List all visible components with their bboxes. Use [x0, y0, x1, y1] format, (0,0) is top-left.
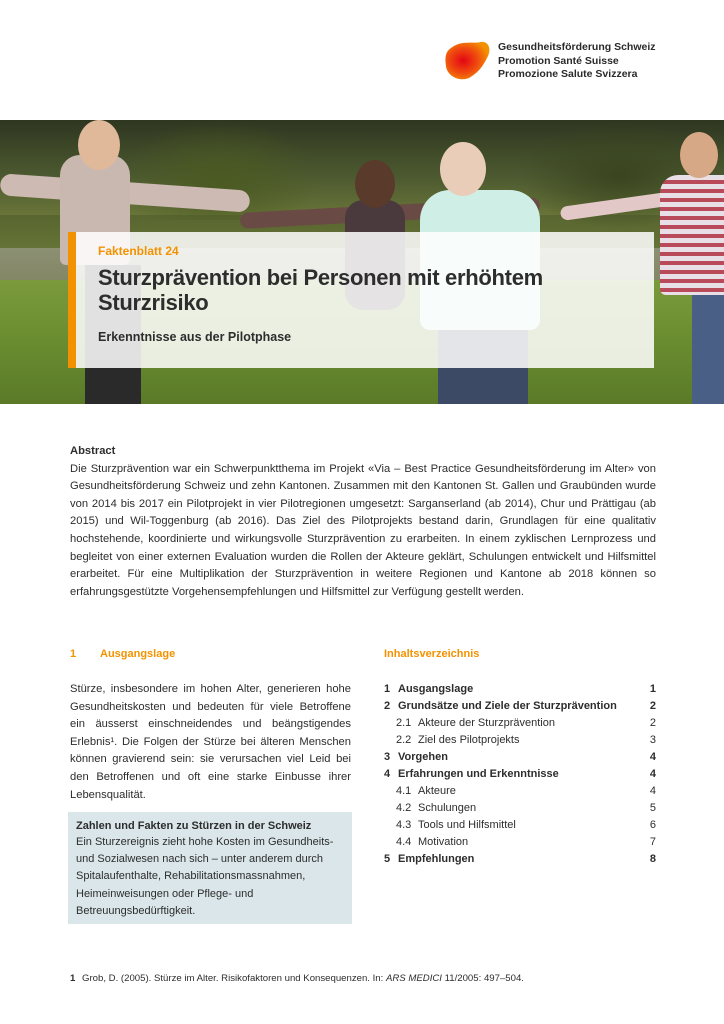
- toc-subentry[interactable]: 2.1 Akteure der Sturzprävention 2: [396, 717, 656, 729]
- section-heading: [70, 648, 175, 660]
- footnote: [70, 973, 524, 984]
- page-subtitle: Erkenntnisse aus der Pilotphase: [98, 330, 292, 344]
- toc-heading: Inhaltsverzeichnis: [384, 648, 480, 660]
- facts-heading: Zahlen und Fakten zu Stürzen in der Schweiz: [76, 820, 312, 832]
- toc-entry[interactable]: 2 Grundsätze und Ziele der Sturzprävention 2: [384, 700, 656, 712]
- footnote-number: 1: [70, 973, 76, 984]
- series-label: Faktenblatt 24: [98, 244, 179, 258]
- accent-bar: [68, 232, 76, 368]
- facts-text: Ein Sturzereignis zieht hohe Kosten im Gesundheits- und Sozialwesen nach sich – unter anderem durch Spitalaufenthalte, Rehabilitationsmassnahmen, Heimeinweisungen oder Pflege- und Betreuungsbedürftigkeit.: [76, 836, 334, 917]
- toc-subentry[interactable]: 4.1 Akteure 4: [396, 785, 656, 797]
- footnote-journal: ARS MEDICI: [385, 973, 442, 984]
- toc-entry[interactable]: 5 Empfehlungen 8: [384, 853, 656, 865]
- org-name-it: Promozione Salute Svizzera: [498, 68, 638, 80]
- section-title: Ausgangslage: [100, 648, 176, 660]
- toc-subentry[interactable]: 2.2 Ziel des Pilotprojekts 3: [396, 734, 656, 746]
- section-text: Stürze, insbesondere im hohen Alter, generieren hohe Gesundheitskosten und bedeuten für viele Betroffene ein äusserst einschneidendes und beängstigendes Erlebnis¹. Die Folgen der Stürze bei älteren Menschen können gravierend sein: sie verursachen viel Leid bei den Betroffenen und oft eine starke Einbusse ihrer Lebensqualität.: [70, 683, 351, 801]
- person-girl: [660, 175, 724, 295]
- organization-name: [498, 41, 656, 82]
- title-card: [68, 232, 654, 368]
- toc-entry[interactable]: 3 Vorgehen 4: [384, 751, 656, 763]
- section-number: 1: [70, 648, 77, 660]
- toc-subentry[interactable]: 4.3 Tools und Hilfsmittel 6: [396, 819, 656, 831]
- toc-entry[interactable]: 4 Erfahrungen und Erkenntnisse 4: [384, 768, 656, 780]
- toc-entry[interactable]: 1 Ausgangslage 1: [384, 683, 656, 695]
- facts-box: [68, 812, 352, 924]
- abstract-heading: Abstract: [70, 445, 116, 457]
- abstract-text: Die Sturzprävention war ein Schwerpunktthema im Projekt «Via – Best Practice Gesundheitsförderung im Alter» von Gesundheitsförderung Schweiz und zehn Kantonen. Zusammen mit den Kantonen St. Gallen und Graubünden wurde von 2014 bis 2017 ein Pilotprojekt in vier Pilotregionen umgesetzt: Sarganserland (ab 2014), Chur und Prättigau (ab 2015) und Wil-Toggenburg (ab 2016). Das Ziel des Pilotprojekts bestand darin, Grundlagen für eine qualitativ hochstehende, koordinierte und wirkungsvolle Sturzprävention zu erarbeiten. In einem zyklischen Lernprozess und begleitet von einer externen Evaluation wurden die Rollen der Akteure geklärt, Schulungen entwickelt und Hilfsmittel erarbeitet. Für eine Multiplikation der Sturzprävention in weitere Regionen und Kantone ab 2018 können so erfahrungsgestützte Vorgehensempfehlungen und Hilfsmittel zur Verfügung gestellt werden.: [70, 462, 656, 598]
- toc-subentry[interactable]: 4.2 Schulungen 5: [396, 802, 656, 814]
- org-name-fr: Promotion Santé Suisse: [498, 54, 619, 67]
- table-of-contents: [384, 681, 656, 868]
- footnote-text: Grob, D. (2005). Stürze im Alter. Risikofaktoren und Konsequenzen. In:: [82, 973, 384, 984]
- org-name-de: Gesundheitsförderung Schweiz: [498, 41, 656, 53]
- page-title: Sturzprävention bei Personen mit erhöhtem Sturzrisiko: [98, 265, 543, 315]
- toc-subentry[interactable]: 4.4 Motivation 7: [396, 836, 656, 848]
- abstract: [70, 443, 656, 601]
- footnote-pages: 11/2005: 497–504.: [444, 973, 524, 984]
- organization-logo: [443, 38, 493, 82]
- logo-mark-icon: [443, 38, 493, 82]
